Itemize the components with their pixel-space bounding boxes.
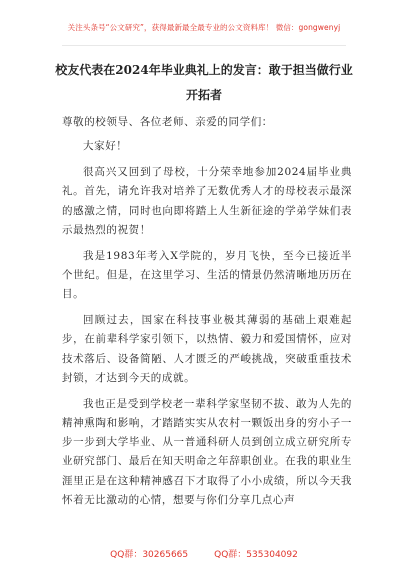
- banner-divider: [62, 45, 346, 46]
- document-body: [62, 113, 352, 517]
- paragraph-2: 我是1983年考入X学院的，岁月飞快，至今已接近半个世纪。但是，在这里学习、生活的情景仍然清晰地历历在目。: [62, 249, 352, 301]
- paragraph-3: 回顾过去，国家在科技事业极其薄弱的基础上艰难起步，在前辈科学家引领下，以热情、毅力和爱国情怀，应对技术落后、设备简陋、人才匮乏的严峻挑战，突破重重技术封锁，才达到今天的成就。: [62, 314, 352, 384]
- footer-contact: [0, 547, 408, 560]
- footer-qq-group-1: QQ群：30265665: [110, 550, 189, 560]
- greeting: 大家好！: [83, 140, 128, 153]
- salutation: 尊敬的校领导、各位老师、亲爱的同学们：: [62, 116, 273, 128]
- paragraph-4: 我也正是受到学校老一辈科学家坚韧不拔、敢为人先的精神熏陶和影响，才踏踏实实从农村一颗饭出身的穷小子一步一步到大学毕业、从一普通科研人员到创立成立研究所专业研究部门、最后在知天明命之年辞职创业。在我的职业生涯里正是在这种精神感召下才取得了小小成绩，所以今天我怀着无比激动的心情，想要与你们分享几点心声: [62, 397, 352, 506]
- footer-qq-group-2: QQ群：535304092: [214, 550, 298, 560]
- document-title: 校友代表在2024年毕业典礼上的发言：敢于担当做行业开拓者: [55, 63, 353, 102]
- promo-banner: 关注头条号“公文研究”，获得最新最全最专业的公文资料库！ 微信：gongwenyj: [67, 23, 341, 32]
- paragraph-1: 很高兴又回到了母校，十分荣幸地参加2024届毕业典礼。首先，请允许我对培养了无数优秀人才的母校表示最深的感激之情，同时也向即将踏上人生新征途的学弟学妹们表示最热烈的祝贺！: [62, 166, 352, 236]
